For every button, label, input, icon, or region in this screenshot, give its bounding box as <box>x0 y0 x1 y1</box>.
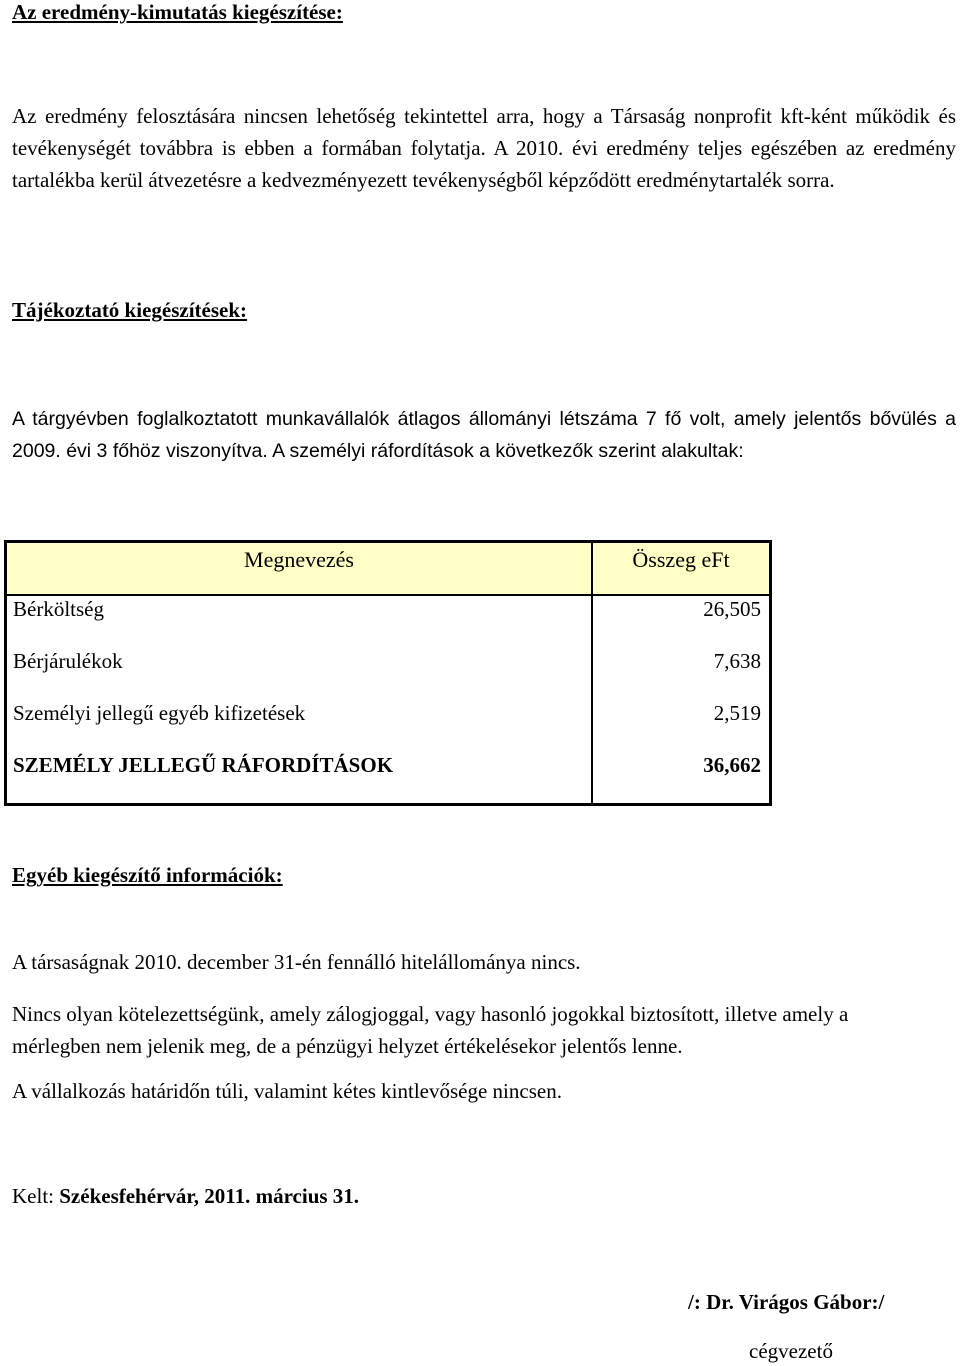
table-row-value: 7,638 <box>713 649 761 673</box>
column-header-megnevezes: Megnevezés <box>244 547 354 572</box>
egyeb-paragraph-1: A társaságnak 2010. december 31-én fennálló hitelállománya nincs. <box>12 950 581 974</box>
section-heading-egyeb: Egyéb kiegészítő információk: <box>12 863 283 887</box>
szemelyi-raforditasok-table <box>4 540 772 806</box>
table-row-label: Bérköltség <box>13 597 104 621</box>
tajekoztato-paragraph: A tárgyévben foglalkoztatott munkavállalók átlagos állományi létszáma 7 fő volt, amely jelentős bővülés a 2009. évi 3 főhöz viszonyítva. A személyi ráfordítások a következők szerint alakultak: <box>12 408 956 462</box>
signatory-name: /: Dr. Virágos Gábor:/ <box>688 1290 885 1314</box>
table-row-value: 26,505 <box>703 597 761 621</box>
kelt-place-date: Székesfehérvár, 2011. március 31. <box>59 1184 360 1208</box>
column-header-osszeg: Összeg eFt <box>632 547 730 572</box>
egyeb-paragraph-3: A vállalkozás határidőn túli, valamint kétes kintlevősége nincsen. <box>12 1079 562 1103</box>
egyeb-paragraph-2: Nincs olyan kötelezettségünk, amely zálogjoggal, vagy hasonló jogokkal biztosított, illetve amely a mérlegben nem jelenik meg, de a pénzügyi helyzet értékelésekor jelentős lenne. <box>12 1002 849 1058</box>
section-heading-tajekoztato: Tájékoztató kiegészítések: <box>12 298 248 322</box>
eredmeny-paragraph: Az eredmény felosztására nincsen lehetőség tekintettel arra, hogy a Társaság nonprofit kft-ként működik és tevékenységét továbbra is ebben a formában folytatja. A 2010. évi eredmény teljes egészében az eredmény tartalékba kerül átvezetésre a kedvezményezett tevékenységből képződött eredménytartalék sorra. <box>12 104 956 192</box>
table-total-value: 36,662 <box>703 753 761 777</box>
section-heading-eredmeny: Az eredmény-kimutatás kiegészítése: <box>12 0 343 24</box>
kelt-line <box>12 1180 359 1212</box>
kelt-label: Kelt: <box>12 1184 54 1208</box>
table-total-label: SZEMÉLY JELLEGŰ RÁFORDÍTÁSOK <box>13 753 394 777</box>
table-row-label: Bérjárulékok <box>13 649 123 673</box>
signatory-title: cégvezető <box>749 1339 833 1363</box>
table-row-value: 2,519 <box>713 701 761 725</box>
table-row-label: Személyi jellegű egyéb kifizetések <box>13 701 306 725</box>
